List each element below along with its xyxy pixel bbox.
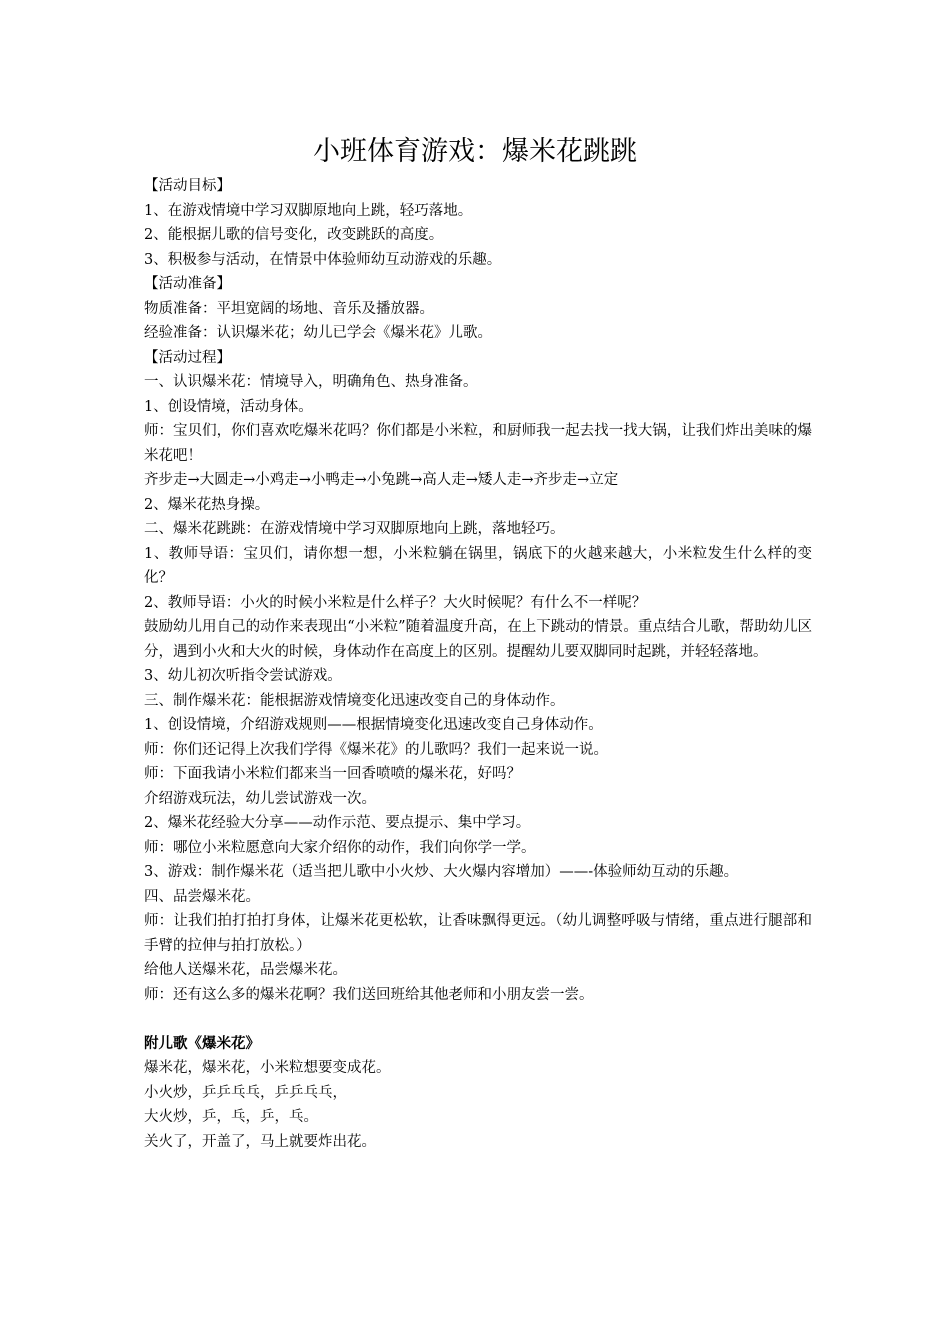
paragraph: 2、能根据儿歌的信号变化，改变跳跃的高度。 bbox=[144, 227, 444, 243]
song-line: 大火炒，乒，乓，乒，乓。 bbox=[144, 1109, 318, 1125]
section-heading-goals: 【活动目标】 bbox=[144, 178, 231, 194]
paragraph: 师：哪位小米粒愿意向大家介绍你的动作，我们向你学一学。 bbox=[144, 839, 536, 856]
paragraph: 2、爆米花热身操。 bbox=[144, 496, 270, 513]
paragraph: 师：你们还记得上次我们学得《爆米花》的儿歌吗？我们一起来说一说。 bbox=[144, 741, 608, 758]
song-line: 爆米花，爆米花，小米粒想要变成花。 bbox=[144, 1060, 391, 1076]
section-heading-process: 【活动过程】 bbox=[144, 349, 231, 366]
paragraph: 3、幼儿初次听指令尝试游戏。 bbox=[144, 668, 342, 684]
paragraph: 介绍游戏玩法，幼儿尝试游戏一次。 bbox=[144, 790, 376, 807]
paragraph: 三、制作爆米花：能根据游戏情境变化迅速改变自己的身体动作。 bbox=[144, 692, 565, 709]
paragraph: 二、爆米花跳跳：在游戏情境中学习双脚原地向上跳，落地轻巧。 bbox=[144, 521, 565, 537]
paragraph: 3、积极参与活动，在情景中体验师幼互动游戏的乐趣。 bbox=[144, 251, 502, 268]
paragraph: 齐步走→大圆走→小鸡走→小鸭走→小兔跳→高人走→矮人走→齐步走→立定 bbox=[144, 472, 619, 488]
paragraph: 1、创设情境，活动身体。 bbox=[144, 398, 313, 415]
document-body bbox=[144, 174, 812, 1154]
document-title: 小班体育游戏：爆米花跳跳 bbox=[313, 136, 637, 167]
paragraph: 物质准备：平坦宽阔的场地、音乐及播放器。 bbox=[144, 300, 434, 317]
paragraph: 给他人送爆米花，品尝爆米花。 bbox=[144, 962, 347, 978]
paragraph: 师：让我们拍打拍打身体，让爆米花更松软，让香味飘得更远。（幼儿调整呼吸与情绪，重点进行腿部和手臂的拉伸与拍打放松。） bbox=[144, 913, 812, 954]
paragraph: 2、爆米花经验大分享——动作示范、要点提示、集中学习。 bbox=[144, 815, 531, 831]
paragraph: 四、品尝爆米花。 bbox=[144, 888, 260, 905]
paragraph: 经验准备：认识爆米花；幼儿已学会《爆米花》儿歌。 bbox=[144, 325, 492, 341]
paragraph: 1、在游戏情境中学习双脚原地向上跳，轻巧落地。 bbox=[144, 202, 473, 219]
song-line: 小火炒，乒乒乓乓，乒乒乓乓， bbox=[144, 1084, 347, 1101]
paragraph: 3、游戏：制作爆米花（适当把儿歌中小火炒、大火爆内容增加）——-体验师幼互动的乐趣。 bbox=[144, 864, 739, 880]
paragraph: 鼓励幼儿用自己的动作来表现出“小米粒”随着温度升高，在上下跳动的情景。重点结合儿歌，帮助幼儿区分，遇到小火和大火的时候，身体动作在高度上的区别。提醒幼儿要双脚同时起跳，并轻轻落地。 bbox=[144, 619, 812, 660]
paragraph: 2、教师导语：小火的时候小米粒是什么样子？大火时候呢？有什么不一样呢？ bbox=[144, 594, 647, 611]
section-heading-preparation: 【活动准备】 bbox=[144, 276, 231, 292]
song-heading: 附儿歌《爆米花》 bbox=[144, 1034, 260, 1052]
blank-line bbox=[144, 1007, 812, 1032]
paragraph: 1、创设情境，介绍游戏规则——根据情境变化迅速改变自己身体动作。 bbox=[144, 717, 603, 733]
paragraph: 师：还有这么多的爆米花啊？我们送回班给其他老师和小朋友尝一尝。 bbox=[144, 986, 594, 1003]
song-line: 关火了，开盖了，马上就要炸出花。 bbox=[144, 1133, 376, 1150]
paragraph: 师：宝贝们，你们喜欢吃爆米花吗？你们都是小米粒，和厨师我一起去找一找大锅，让我们炸出美味的爆米花吧！ bbox=[144, 423, 812, 464]
paragraph: 1、教师导语：宝贝们，请你想一想，小米粒躺在锅里，锅底下的火越来越大，小米粒发生什么样的变化？ bbox=[144, 545, 812, 586]
paragraph: 一、认识爆米花：情境导入，明确角色、热身准备。 bbox=[144, 374, 478, 390]
paragraph: 师：下面我请小米粒们都来当一回香喷喷的爆米花，好吗？ bbox=[144, 766, 521, 782]
